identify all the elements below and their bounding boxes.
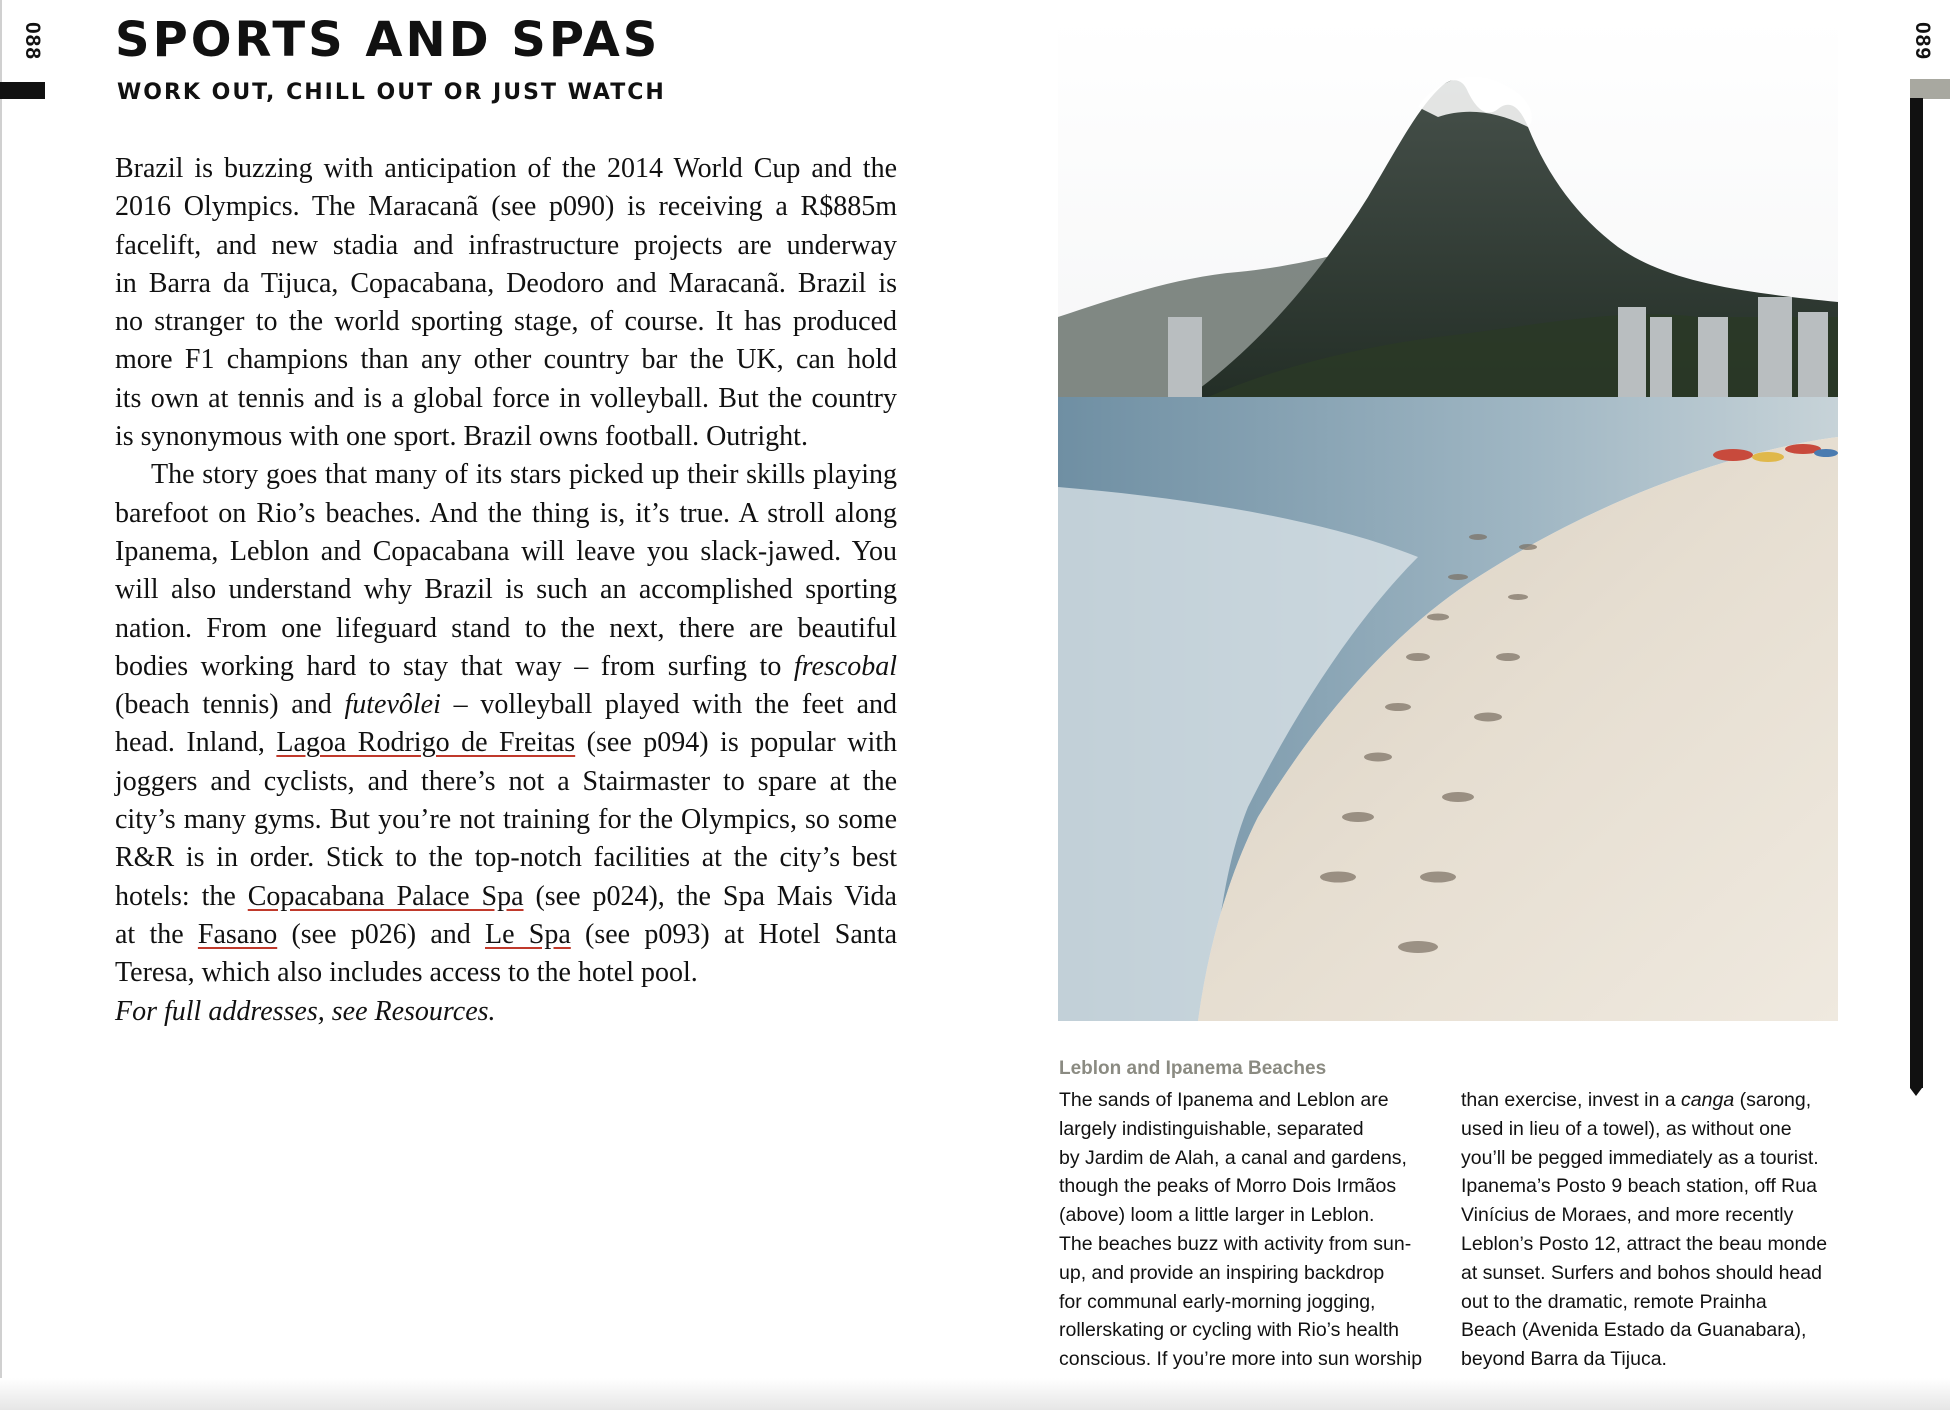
body-line: Ipanema, Leblon and Copacabana will leave you slack-jawed. You — [115, 535, 897, 567]
body-line: in Barra da Tijuca, Copacabana, Deodoro and Maracanã. Brazil is — [115, 267, 897, 299]
footnote — [115, 993, 897, 1031]
caption-line: up, and provide an inspiring backdrop — [1059, 1261, 1385, 1284]
caption-line: Vinícius de Moraes, and more recently — [1461, 1204, 1794, 1227]
caption-line: Leblon’s Posto 12, attract the beau monde — [1461, 1232, 1828, 1255]
right-section-bar-tip — [1910, 1088, 1922, 1096]
page-title: SPORTS AND SPAS — [115, 12, 661, 68]
right-section-bar — [1910, 98, 1923, 1088]
term-frescobal: frescobal — [793, 650, 897, 682]
body-line: 2016 Olympics. The Maracanã (see p090) is receiving a R$885m — [115, 191, 897, 223]
left-page-number: 088 — [21, 22, 44, 61]
term-futevolei: futevôlei — [344, 689, 441, 721]
body-line: nation. From one lifeguard stand to the next, there are beautiful — [115, 612, 897, 644]
caption-line: Ipanema’s Posto 9 beach station, off Rua — [1461, 1175, 1817, 1198]
body-text-run: – volleyball played with the feet and — [440, 689, 897, 721]
paragraph-1 — [115, 150, 897, 456]
link-copacabana-palace-spa[interactable]: Copacabana Palace Spa — [247, 880, 524, 912]
caption-line: Beach (Avenida Estado da Guanabara), — [1461, 1319, 1807, 1342]
right-section-tab — [1910, 79, 1950, 99]
caption-line: (above) loom a little larger in Leblon. — [1059, 1204, 1375, 1227]
body-line: Teresa, which also includes access to the hotel pool. — [115, 957, 698, 989]
body-line: R&R is in order. Stick to the top-notch facilities at the city’s best — [115, 842, 897, 874]
caption-line: The beaches buzz with activity from sun- — [1059, 1232, 1412, 1255]
body-text-run: (see p094) is popular with — [575, 727, 897, 759]
page-subtitle: WORK OUT, CHILL OUT OR JUST WATCH — [117, 80, 666, 105]
body-text-run: (see p024), the Spa Mais Vida — [523, 880, 897, 912]
paragraph-2 — [115, 456, 897, 992]
body-line: no stranger to the world sporting stage, of course. It has produced — [115, 306, 897, 338]
body-line — [115, 916, 897, 954]
body-line: city’s many gyms. But you’re not training for the Olympics, so some — [115, 804, 897, 836]
body-text-run: bodies working hard to stay that way – from surfing to — [115, 650, 794, 682]
caption-line: largely indistinguishable, separated — [1059, 1117, 1364, 1140]
caption-title: Leblon and Ipanema Beaches — [1059, 1058, 1327, 1079]
caption-line: The sands of Ipanema and Leblon are — [1059, 1089, 1389, 1111]
body-line: is synonymous with one sport. Brazil owns football. Outright. — [115, 421, 808, 453]
caption-line: at sunset. Surfers and bohos should head — [1461, 1261, 1822, 1284]
caption-line: beyond Barra da Tijuca. — [1461, 1348, 1667, 1371]
caption-text-run: than exercise, invest in a — [1461, 1089, 1682, 1111]
body-text-run: (see p093) at Hotel Santa — [570, 918, 897, 950]
right-page-number: 089 — [1911, 22, 1934, 61]
body-line: facelift, and new stadia and infrastructure projects are underway — [115, 229, 897, 261]
page-edge — [0, 0, 2, 1410]
body-line: its own at tennis and is a global force in volleyball. But the country — [115, 382, 897, 414]
caption-column-1 — [1059, 1086, 1429, 1374]
body-line: barefoot on Rio’s beaches. And the thing is, it’s true. A stroll along — [115, 497, 897, 529]
caption-line: used in lieu of a towel), as without one — [1461, 1117, 1792, 1140]
body-text-run: at the — [115, 918, 198, 950]
footnote-text: For full addresses, see Resources. — [115, 995, 496, 1027]
beach-photo — [1058, 17, 1838, 1021]
left-section-tab — [0, 82, 45, 99]
caption-text-run: (sarong, — [1734, 1089, 1812, 1111]
body-line — [115, 686, 897, 724]
body-line: will also understand why Brazil is such an accomplished sporting — [115, 574, 897, 606]
body-line — [115, 878, 897, 916]
body-line: The story goes that many of its stars picked up their skills playing — [151, 459, 897, 491]
caption-line: by Jardim de Alah, a canal and gardens, — [1059, 1146, 1407, 1169]
caption-line: for communal early-morning jogging, — [1059, 1290, 1376, 1313]
link-fasano[interactable]: Fasano — [197, 918, 278, 950]
body-line — [115, 724, 897, 762]
caption-line — [1461, 1086, 1831, 1115]
body-line — [115, 648, 897, 686]
caption-column-2 — [1461, 1086, 1831, 1374]
beach-photo-illustration — [1058, 17, 1838, 1021]
link-le-spa[interactable]: Le Spa — [485, 918, 571, 950]
link-lagoa-rodrigo-de-freitas[interactable]: Lagoa Rodrigo de Freitas — [276, 727, 576, 759]
body-text-run: head. Inland, — [115, 727, 277, 759]
term-canga: canga — [1681, 1089, 1735, 1111]
body-text-run: (beach tennis) and — [115, 689, 345, 721]
body-text-run: (see p026) and — [277, 918, 485, 950]
body-line: joggers and cyclists, and there’s not a Stairmaster to spare at the — [115, 765, 897, 797]
body-line: Brazil is buzzing with anticipation of the 2014 World Cup and the — [115, 153, 897, 184]
body-text-run: hotels: the — [115, 880, 248, 912]
caption-line: conscious. If you’re more into sun worship — [1059, 1348, 1423, 1371]
page-bottom-shadow — [0, 1378, 1950, 1410]
article-body — [115, 150, 897, 1031]
caption-line: rollerskating or cycling with Rio’s health — [1059, 1319, 1399, 1342]
caption-line: you’ll be pegged immediately as a tourist. — [1461, 1146, 1819, 1169]
caption-line: though the peaks of Morro Dois Irmãos — [1059, 1175, 1397, 1198]
body-line: more F1 champions than any other country bar the UK, can hold — [115, 344, 897, 376]
caption-line: out to the dramatic, remote Prainha — [1461, 1290, 1767, 1313]
